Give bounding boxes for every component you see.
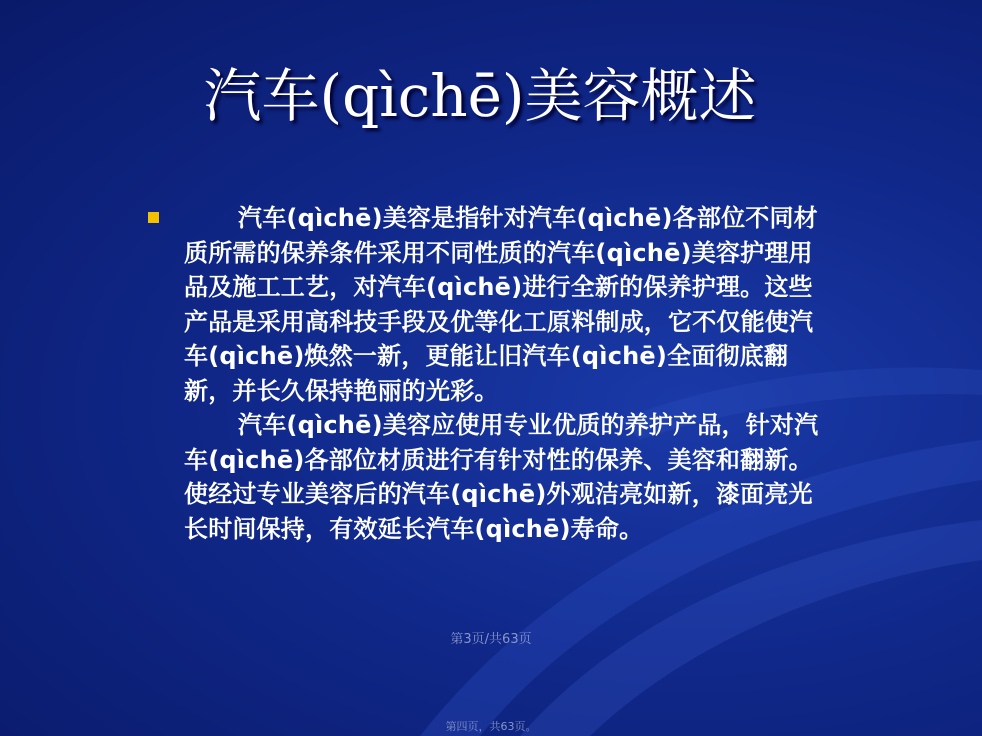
page-counter: 第3页/共63页 bbox=[450, 632, 532, 647]
footer-note: 第四页，共63页。 bbox=[445, 720, 537, 733]
slide-title: 汽车(qìchē)美容概述 bbox=[203, 62, 757, 130]
paragraph-usage: 汽车(qìchē)美容应使用专业优质的养护产品，针对汽车(qìchē)各部位材质进行有针对性的保养、美容和翻新。使经过专业美容后的汽车(qìchē)外观洁亮如新，漆面亮光长时间保持，有效延长汽车(qìchē)寿命。 bbox=[184, 411, 819, 543]
paragraph-definition: 汽车(qìchē)美容是指针对汽车(qìchē)各部位不同材质所需的保养条件采用不同性质的汽车(qìchē)美容护理用品及施工工艺，对汽车(qìchē)进行全新的保养护理。这些产品是采用高科技手段及优等化工原料制成，它不仅能使汽车(qìchē)焕然一新，更能让旧汽车(qìchē)全面彻底翻新，并长久保持艳丽的光彩。 bbox=[184, 204, 818, 405]
bullet-square-icon bbox=[148, 212, 159, 223]
slide-body bbox=[184, 201, 834, 546]
